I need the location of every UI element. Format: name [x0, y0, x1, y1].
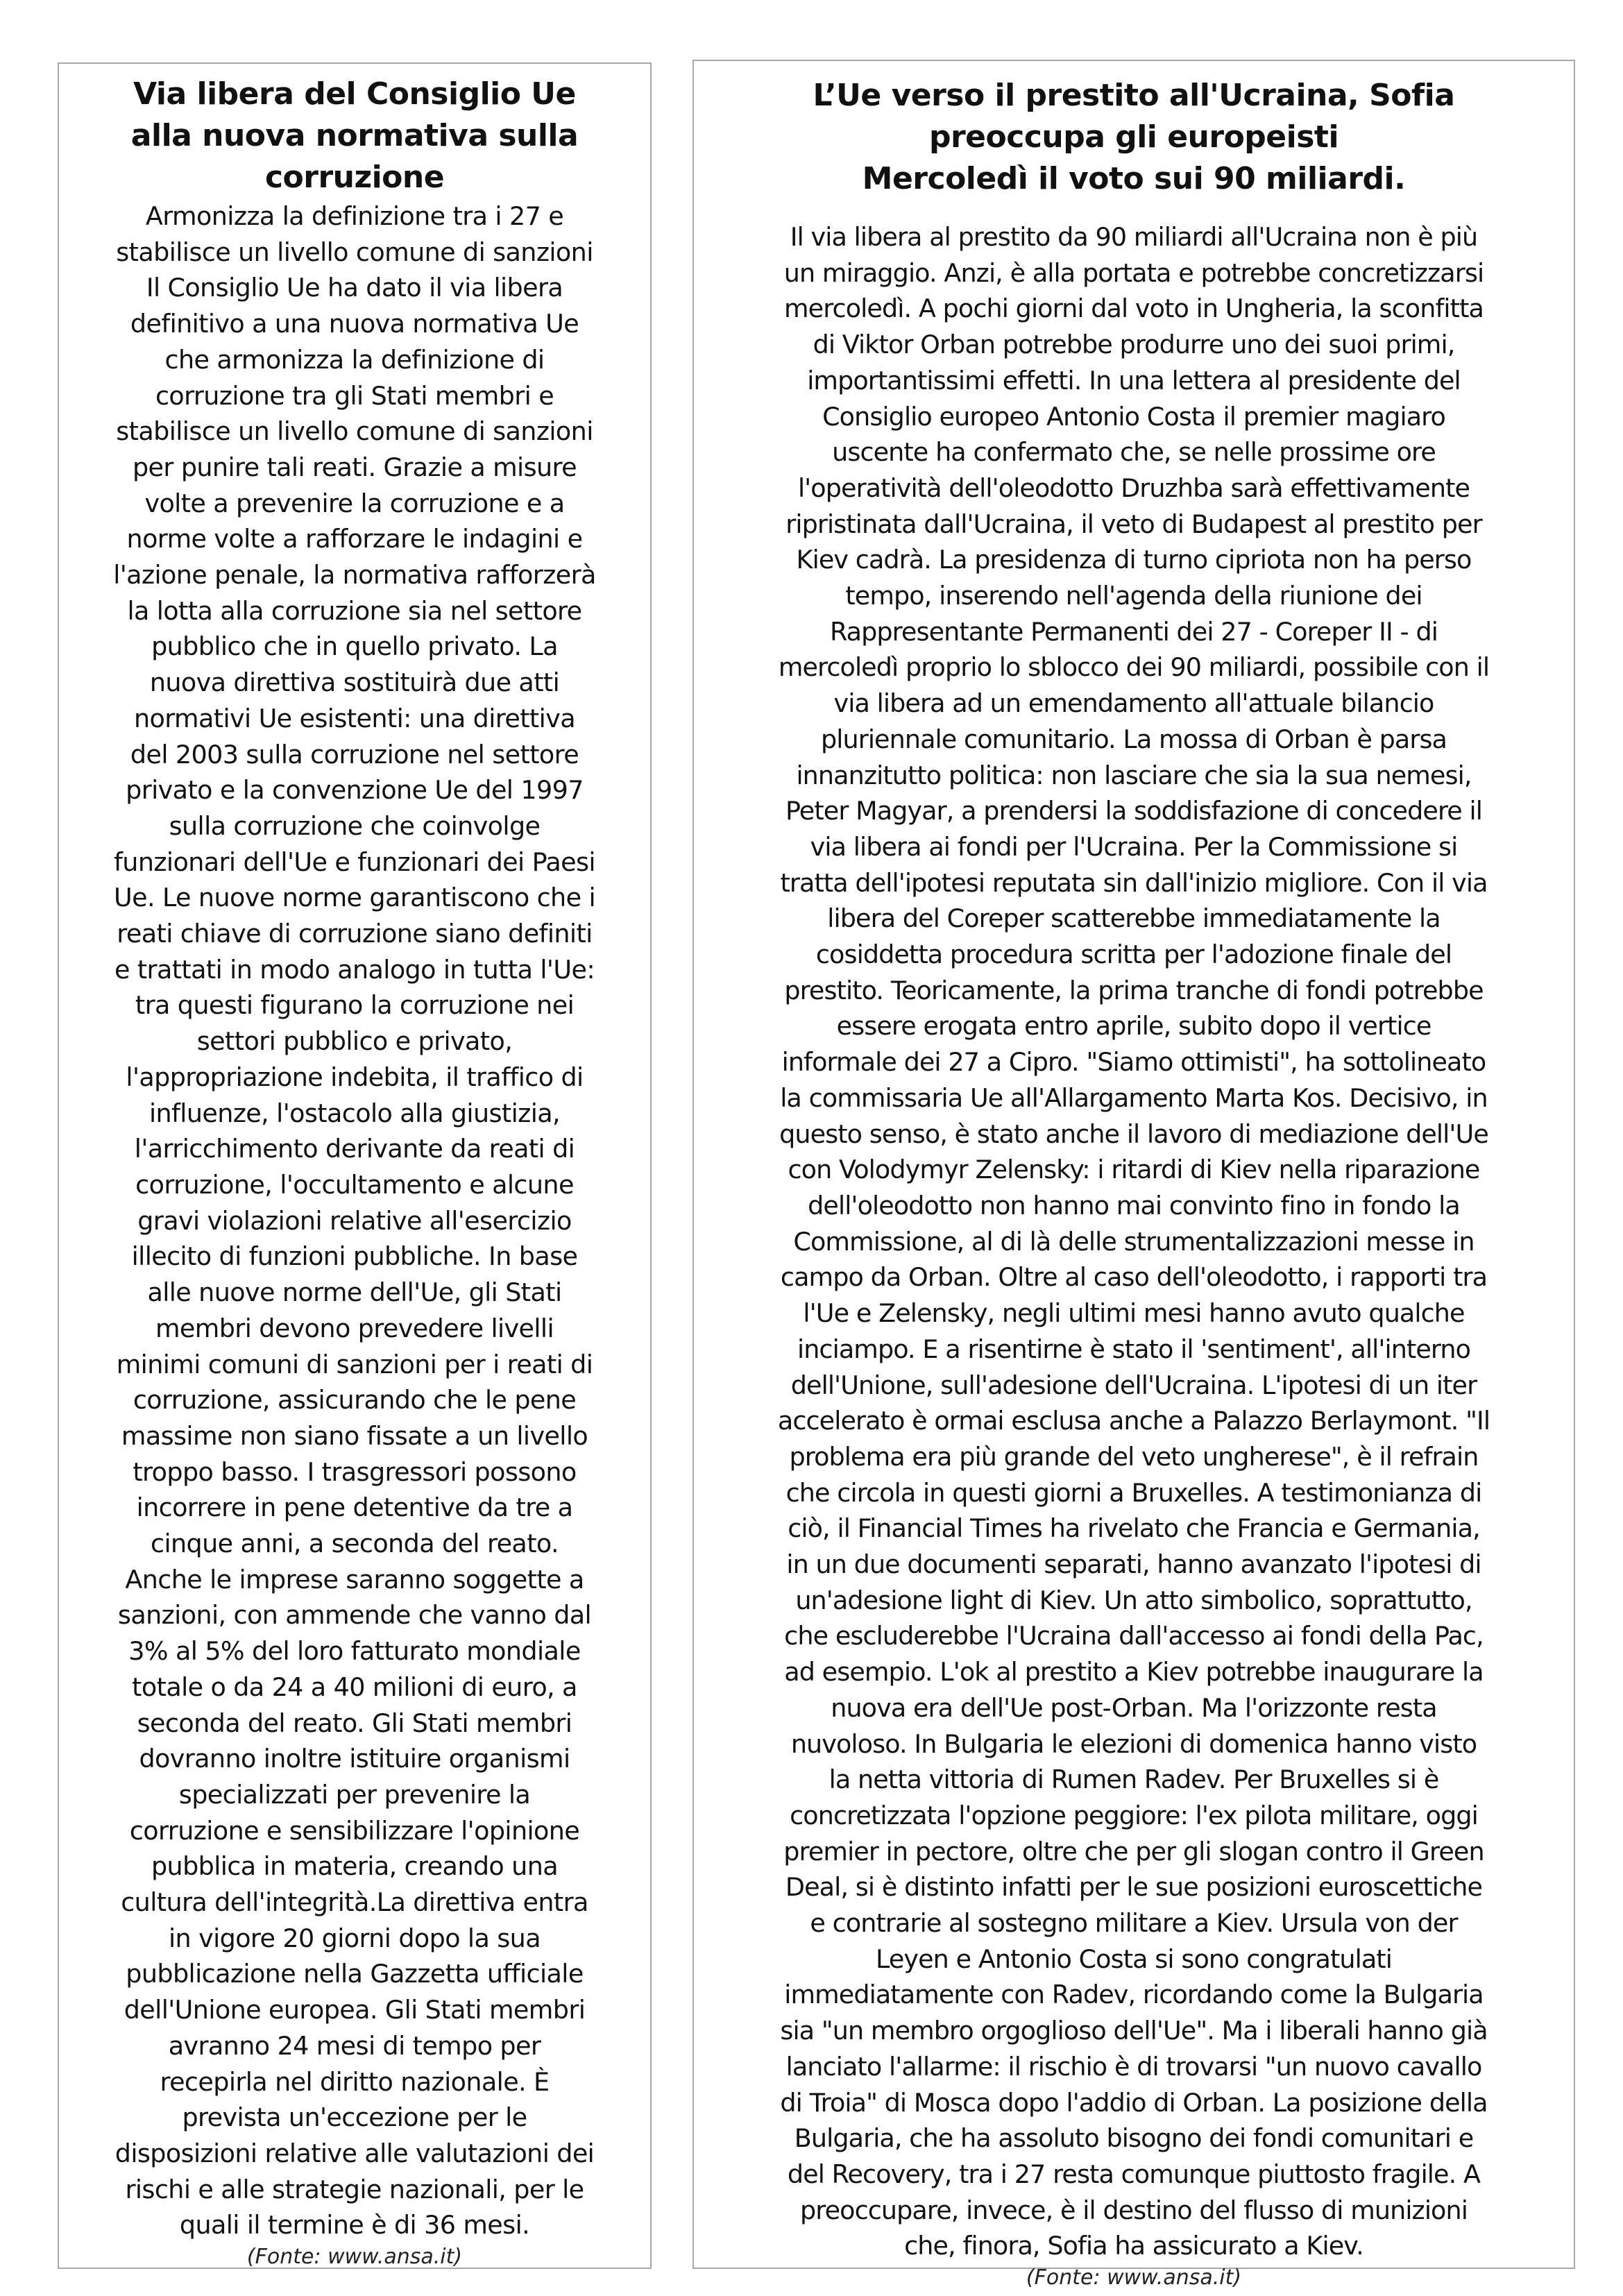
body-line: ciò, il Financial Times ha rivelato che Francia e Germania, — [788, 1513, 1480, 1544]
article-right — [692, 60, 1575, 2290]
body-line: corruzione, l'occultamento e alcune — [135, 1169, 574, 1200]
body-line: innanzitutto politica: non lasciare che sia la sua nemesi, — [796, 760, 1472, 790]
body-line: settori pubblico e privato, — [196, 1026, 513, 1057]
body-line: reati chiave di corruzione siano definiti — [117, 919, 593, 949]
body-line: seconda del reato. Gli Stati membri — [137, 1708, 572, 1738]
body-line: Commissione, al di là delle strumentalizzazioni messe in — [793, 1226, 1475, 1257]
body-line: libera del Coreper scatterebbe immediatamente la — [827, 903, 1441, 934]
body-line: specializzati per prevenire la — [178, 1779, 531, 1810]
title-line: L’Ue verso il prestito all'Ucraina, Sofia — [813, 78, 1455, 113]
body-line: cosiddetta procedura scritta per l'adozione finale del — [815, 939, 1452, 970]
article-right-title — [694, 61, 1574, 200]
body-line: normativi Ue esistenti: una direttiva — [134, 703, 575, 733]
body-line: pubblico che in quello privato. La — [151, 631, 558, 662]
body-line: problema era più grande del veto ungherese", è il refrain — [789, 1441, 1479, 1472]
body-line: Consiglio europeo Antonio Costa il premier magiaro — [822, 401, 1445, 432]
body-line: privato e la convenzione Ue del 1997 — [126, 775, 584, 806]
body-line: Peter Magyar, a prendersi la soddisfazione di concedere il — [785, 796, 1482, 826]
body-line: informale dei 27 a Cipro. "Siamo ottimisti", ha sottolineato — [781, 1047, 1486, 1078]
body-line: e contrarie al sostegno militare a Kiev. Ursula von der — [810, 1908, 1458, 1939]
body-line: lanciato l'allarme: il rischio è di trovarsi "un nuovo cavallo — [785, 2051, 1482, 2082]
body-line: l'appropriazione indebita, il traffico di — [126, 1062, 584, 1092]
body-line: quali il termine è di 36 mesi. — [179, 2210, 530, 2240]
body-line: del Recovery, tra i 27 resta comunque piuttosto fragile. A — [787, 2159, 1481, 2189]
body-line: in vigore 20 giorni dopo la sua — [169, 1923, 541, 1953]
body-line: corruzione tra gli Stati membri e — [155, 380, 554, 411]
body-line: l'arricchimento derivante da reati di — [134, 1134, 575, 1164]
body-line: prevista un'eccezione per le — [182, 2102, 527, 2133]
body-line: Anche le imprese saranno soggette a — [125, 1564, 584, 1595]
body-line: che armonizza la definizione di — [164, 344, 545, 375]
body-line: importantissimi effetti. In una lettera al presidente del — [807, 365, 1461, 396]
body-line: inciampo. E a risentirne è stato il 'sentiment', all'interno — [797, 1334, 1471, 1364]
body-line: dell'Unione europea. Gli Stati membri — [124, 1995, 586, 2025]
body-line: funzionari dell'Ue e funzionari dei Paesi — [114, 847, 595, 877]
article-left-title — [59, 64, 650, 198]
body-line: che, finora, Sofia ha assicurato a Kiev. — [904, 2231, 1363, 2261]
body-line: Rappresentante Permanenti dei 27 - Coreper II - di — [829, 616, 1438, 647]
body-line: accelerato è ormai esclusa anche a Palazzo Berlaymont. "Il — [777, 1406, 1490, 1436]
body-line: stabilisce un livello comune di sanzioni — [116, 416, 593, 447]
body-line: membri devono prevedere livelli — [155, 1313, 554, 1343]
body-line: di Troia" di Mosca dopo l'addio di Orban. La posizione della — [780, 2087, 1488, 2118]
body-line: preoccupare, invece, è il destino del flusso di munizioni — [800, 2195, 1468, 2225]
body-line: l'Ue e Zelensky, negli ultimi mesi hanno avuto qualche — [803, 1298, 1465, 1329]
body-line: recepirla nel diritto nazionale. È — [160, 2066, 550, 2097]
body-line: ad esempio. L'ok al prestito a Kiev potrebbe inaugurare la — [784, 1657, 1484, 1687]
body-line: Armonizza la definizione tra i 27 e — [145, 201, 564, 231]
body-line: la lotta alla corruzione sia nel settore — [127, 595, 582, 626]
body-line: minimi comuni di sanzioni per i reati di — [116, 1349, 593, 1379]
article-right-body — [694, 219, 1574, 2264]
body-line: la netta vittoria di Rumen Radev. Per Bruxelles si è — [829, 1764, 1439, 1795]
body-line: che escluderebbe l'Ucraina dall'accesso ai fondi della Pac, — [784, 1621, 1484, 1651]
body-line: essere erogata entro aprile, subito dopo il vertice — [836, 1011, 1431, 1041]
body-line: mercoledì proprio lo sblocco dei 90 miliardi, possibile con il — [778, 652, 1490, 683]
body-line: totale o da 24 a 40 milioni di euro, a — [132, 1672, 577, 1702]
body-line: campo da Orban. Oltre al caso dell'oleodotto, i rapporti tra — [780, 1262, 1488, 1293]
body-line: massime non siano fissate a un livello — [121, 1420, 588, 1451]
body-line: disposizioni relative alle valutazioni dei — [114, 2138, 595, 2168]
title-line: alla nuova normativa sulla — [130, 118, 579, 153]
title-line: preoccupa gli europeisti — [928, 119, 1339, 155]
body-line: volte a prevenire la corruzione e a — [144, 488, 565, 518]
body-line: del 2003 sulla corruzione nel settore — [130, 739, 579, 769]
body-line: immediatamente con Radev, ricordando come la Bulgaria — [784, 1980, 1484, 2010]
body-line: influenze, l'ostacolo alla giustizia, — [148, 1098, 561, 1128]
body-line: l'azione penale, la normativa rafforzerà — [113, 560, 596, 590]
body-line: dell'oleodotto non hanno mai convinto fino in fondo la — [808, 1190, 1460, 1221]
body-line: pubblicazione nella Gazzetta ufficiale — [126, 1959, 584, 1989]
body-line: di Viktor Orban potrebbe produrre uno dei suoi primi, — [813, 330, 1455, 360]
body-line: tempo, inserendo nell'agenda della riunione dei — [845, 581, 1422, 611]
body-line: dell'Unione, sull'adesione dell'Ucraina. L'ipotesi di un iter — [790, 1370, 1477, 1400]
body-line: un'adesione light di Kiev. Un atto simbolico, soprattutto, — [795, 1585, 1472, 1615]
article-left-source: (Fonte: www.ansa.it) — [246, 2245, 463, 2270]
body-line: avranno 24 mesi di tempo per — [168, 2030, 541, 2061]
body-line: nuova direttiva sostituirà due atti — [149, 667, 560, 698]
body-line: questo senso, è stato anche il lavoro di mediazione dell'Ue — [779, 1119, 1488, 1149]
body-line: sanzioni, con ammende che vanno dal — [117, 1600, 592, 1631]
body-line: nuvoloso. In Bulgaria le elezioni di domenica hanno visto — [790, 1728, 1477, 1759]
body-line: premier in pectore, oltre che per gli slogan contro il Green — [783, 1836, 1484, 1866]
body-line: rischi e alle strategie nazionali, per le — [125, 2174, 584, 2204]
article-left — [58, 62, 652, 2269]
body-line: definitivo a una nuova normativa Ue — [130, 309, 579, 339]
body-line: ripristinata dall'Ucraina, il veto di Budapest al prestito per — [785, 509, 1482, 539]
body-line: la commissaria Ue all'Allargamento Marta Kos. Decisivo, in — [780, 1082, 1488, 1113]
body-line: che circola in questi giorni a Bruxelles. A testimonianza di — [785, 1477, 1482, 1508]
body-line: un miraggio. Anzi, è alla portata e potrebbe concretizzarsi — [783, 257, 1484, 288]
body-line: norme volte a rafforzare le indagini e — [126, 524, 583, 554]
body-line: stabilisce un livello comune di sanzioni — [116, 237, 593, 267]
title-line: Mercoledì il voto sui 90 miliardi. — [862, 161, 1406, 196]
body-line: Deal, si è distinto infatti per le sue posizioni euroscettiche — [785, 1872, 1483, 1903]
article-left-body — [59, 198, 650, 2243]
body-line: nuova era dell'Ue post-Orban. Ma l'orizzonte resta — [831, 1692, 1437, 1723]
body-line: con Volodymyr Zelensky: i ritardi di Kiev nella riparazione — [788, 1155, 1480, 1185]
body-line: corruzione e sensibilizzare l'opinione — [129, 1815, 580, 1846]
body-line: alle nuove norme dell'Ue, gli Stati — [147, 1277, 562, 1308]
body-line: l'operatività dell'oleodotto Druzhba sarà effettivamente — [797, 473, 1470, 503]
body-line: pubblica in materia, creando una — [151, 1851, 558, 1882]
body-line: cultura dell'integrità.La direttiva entra — [121, 1887, 588, 1918]
title-line: Via libera del Consiglio Ue — [133, 76, 576, 112]
body-line: tratta dell'ipotesi reputata sin dall'inizio migliore. Con il via — [780, 867, 1488, 898]
body-line: dovranno inoltre istituire organismi — [139, 1744, 570, 1774]
body-line: illecito di funzioni pubbliche. In base — [131, 1241, 578, 1272]
body-line: Il Consiglio Ue ha dato il via libera — [146, 273, 563, 303]
body-line: in un due documenti separati, hanno avanzato l'ipotesi di — [786, 1549, 1481, 1580]
body-line: sia "un membro orgoglioso dell'Ue". Ma i liberali hanno già — [780, 2016, 1488, 2046]
body-line: per punire tali reati. Grazie a misure — [132, 452, 577, 482]
body-line: e trattati in modo analogo in tutta l'Ue: — [114, 954, 595, 985]
body-line: uscente ha confermato che, se nelle prossime ore — [832, 437, 1436, 468]
body-line: Il via libera al prestito da 90 miliardi all'Ucraina non è più — [790, 222, 1478, 252]
body-line: 3% al 5% del loro fatturato mondiale — [128, 1636, 581, 1667]
title-line: corruzione — [264, 160, 445, 195]
body-line: via libera ai fondi per l'Ucraina. Per la Commissione si — [810, 831, 1458, 862]
body-line: gravi violazioni relative all'esercizio — [137, 1205, 572, 1236]
body-line: Kiev cadrà. La presidenza di turno cipriota non ha perso — [796, 545, 1472, 575]
body-line: prestito. Teoricamente, la prima tranche di fondi potrebbe — [784, 975, 1484, 1005]
body-line: cinque anni, a seconda del reato. — [151, 1529, 559, 1559]
body-line: troppo basso. I trasgressori possono — [133, 1456, 577, 1487]
body-line: pluriennale comunitario. La mossa di Orban è parsa — [820, 724, 1447, 754]
body-line: incorrere in pene detentive da tre a — [136, 1493, 573, 1523]
body-line: Ue. Le nuove norme garantiscono che i — [113, 883, 595, 913]
body-line: concretizzata l'opzione peggiore: l'ex pilota militare, oggi — [790, 1800, 1478, 1830]
body-line: Leyen e Antonio Costa si sono congratulati — [876, 1944, 1392, 1974]
body-line: via libera ad un emendamento all'attuale bilancio — [833, 688, 1434, 719]
body-line: corruzione, assicurando che le pene — [133, 1385, 577, 1415]
body-line: Bulgaria, che ha assoluto bisogno dei fondi comunitari e — [794, 2123, 1474, 2154]
body-line: tra questi figurano la corruzione nei — [135, 990, 575, 1021]
article-right-source: (Fonte: www.ansa.it) — [1026, 2265, 1242, 2290]
body-line: mercoledì. A pochi giorni dal voto in Ungheria, la sconfitta — [784, 294, 1484, 324]
body-line: sulla corruzione che coinvolge — [169, 810, 541, 841]
